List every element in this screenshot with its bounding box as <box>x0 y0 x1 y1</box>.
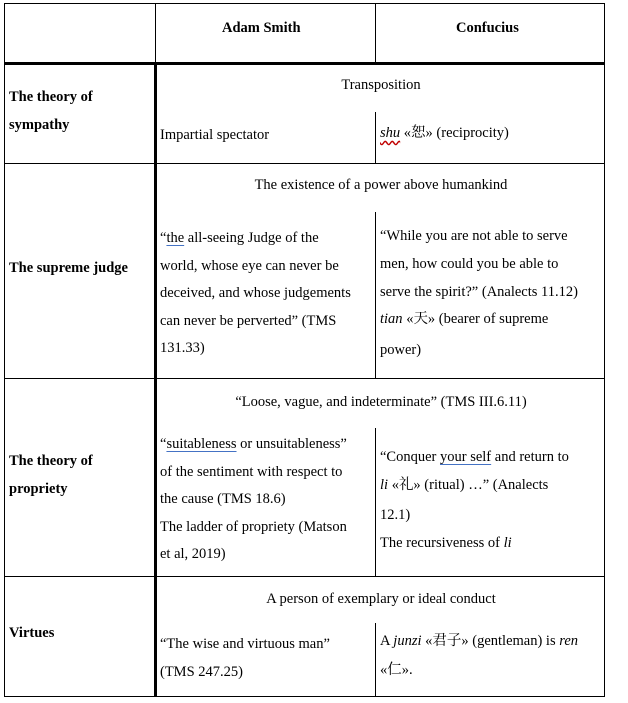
row-label-propriety-line2: propriety <box>9 481 68 497</box>
confucius-tian-line: tian «天» (bearer of supreme <box>380 311 549 327</box>
column-divider <box>375 428 376 576</box>
row-label-virtues: Virtues <box>9 625 55 641</box>
header-rule <box>4 62 605 65</box>
confucius-quote-line: 12.1) <box>380 507 411 523</box>
term-li: li <box>380 477 389 493</box>
underlined-word: the <box>166 230 185 246</box>
smith-quote-line: of the sentiment with respect to <box>160 464 343 480</box>
row-label-sympathy-line2: sympathy <box>9 117 70 133</box>
table-border-left <box>4 3 5 697</box>
smith-quote-line: world, whose eye can never be <box>160 258 339 274</box>
column-divider <box>375 623 376 696</box>
row-divider <box>4 378 605 379</box>
smith-quote-line: et al, 2019) <box>160 546 226 562</box>
smith-quote-line: “the all-seeing Judge of the <box>160 230 319 246</box>
term-shu: shu <box>380 125 401 141</box>
confucius-recursiveness-line: The recursiveness of li <box>380 535 512 551</box>
smith-quote-line: “suitableness or unsuitableness” <box>160 436 347 452</box>
row-label-propriety-line1: The theory of <box>9 453 93 469</box>
shared-cell-exemplary-conduct: A person of exemplary or ideal conduct <box>266 591 496 607</box>
confucius-junzi-line: A junzi «君子» (gentleman) is ren <box>380 633 579 649</box>
table-border-top <box>4 3 605 4</box>
row-label-sympathy-line1: The theory of <box>9 89 93 105</box>
confucius-quote-line: men, how could you be able to <box>380 256 559 272</box>
confucius-quote-line: power) <box>380 342 422 358</box>
confucius-quote-line: “Conquer your self and return to <box>380 449 569 465</box>
shared-cell-power-above-humankind: The existence of a power above humankind <box>254 177 508 193</box>
smith-quote-line: 131.33) <box>160 340 205 356</box>
row-divider <box>4 576 605 577</box>
term-ren: ren <box>559 633 579 649</box>
column-header-confucius: Confucius <box>456 20 519 36</box>
column-divider <box>375 212 376 378</box>
underlined-phrase: your self <box>440 449 492 465</box>
confucius-quote-line: serve the spirit?” (Analects 11.12) <box>380 284 578 300</box>
smith-quote-line: the cause (TMS 18.6) <box>160 491 286 507</box>
confucius-cell-shu <box>380 124 509 142</box>
smith-quote-line: deceived, and whose judgements <box>160 285 351 301</box>
row-divider <box>4 163 605 164</box>
smith-cell-impartial-spectator: Impartial spectator <box>160 127 270 143</box>
column-header-smith: Adam Smith <box>222 20 301 36</box>
underlined-word: suitableness <box>166 436 237 452</box>
chars-shu: «恕» <box>403 125 433 141</box>
table-border-bottom <box>4 696 605 697</box>
smith-quote-line: can never be perverted” (TMS <box>160 313 337 329</box>
label-column-rule-header <box>155 3 156 63</box>
header-column-divider <box>375 3 376 63</box>
shared-cell-loose-vague: “Loose, vague, and indeterminate” (TMS III.6.11) <box>235 394 527 410</box>
term-li: li <box>503 535 512 551</box>
confucius-quote-line: “While you are not able to serve <box>380 228 568 244</box>
column-divider <box>375 112 376 163</box>
term-tian: tian <box>380 311 403 327</box>
smith-quote-line: The ladder of propriety (Matson <box>160 519 347 535</box>
row-label-supreme-judge: The supreme judge <box>9 260 128 276</box>
term-junzi: junzi <box>393 633 422 649</box>
shared-cell-transposition: Transposition <box>341 77 421 93</box>
smith-quote-line: (TMS 247.25) <box>160 664 243 680</box>
confucius-ren-chars: «仁». <box>380 662 413 678</box>
gloss-reciprocity: (reciprocity) <box>436 125 509 141</box>
smith-quote-line: “The wise and virtuous man” <box>160 636 330 652</box>
confucius-li-line: li «礼» (ritual) …” (Analects <box>380 477 549 493</box>
